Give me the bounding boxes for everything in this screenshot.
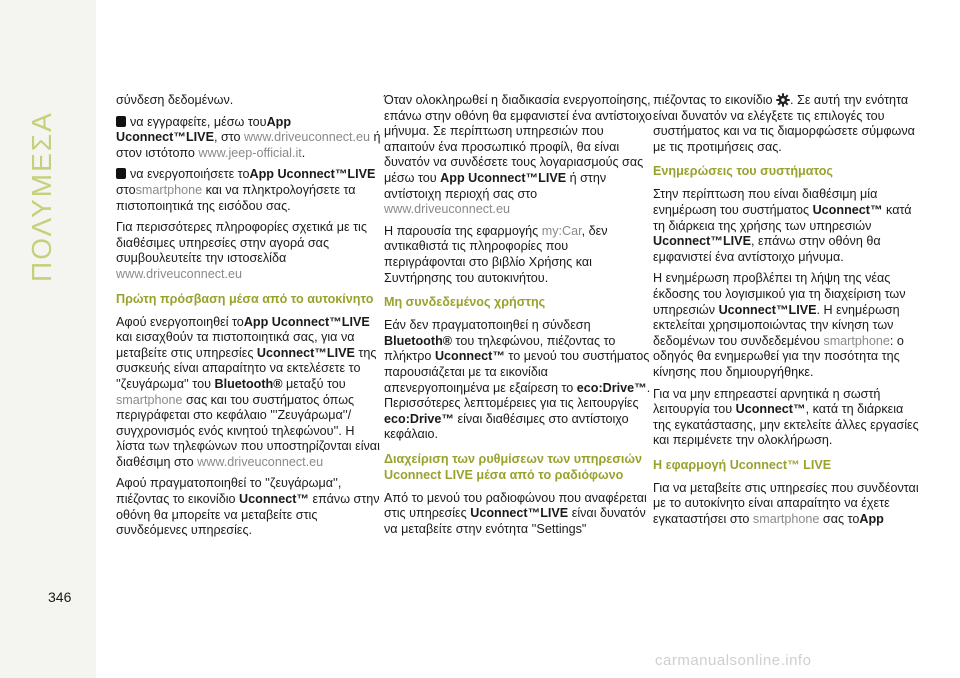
url-link[interactable]: www.driveuconnect.eu <box>384 202 511 217</box>
url-link[interactable]: www.jeep-official.it <box>198 145 302 160</box>
heading-settings: Διαχείριση των ρυθμίσεων των υπηρεσιών Uconnect LIVE μέσα από το ραδιόφωνο <box>384 451 642 482</box>
paragraph: Εάν δεν πραγματοποιηθεί η σύνδεση Bluetooth® του τηλεφώνου, πιέζοντας το πλήκτρο Uconnect™ το μενού του συστήματος παρουσιάζεται με τα εικονίδια απενεργοποιημένα με εξαίρεση το eco:Drive™. Περισσότερες λεπτομέρειες για τις λειτουργίες eco:Drive™ είναι διαθέσιμες στο αντίστοιχο κεφάλαιο. <box>384 318 651 442</box>
column-2 <box>384 93 652 544</box>
paragraph: Αφού πραγματοποιηθεί το ''ζευγάρωμα'', πιέζοντας το εικονίδιο Uconnect™ επάνω στην οθόνη θα μπορείτε να μεταβείτε στις συνδεόμενες υπηρεσίες. <box>116 476 380 538</box>
paragraph: Στην περίπτωση που είναι διαθέσιμη μία ενημέρωση του συστήματος Uconnect™ κατά τη διάρκεια της χρήσης των υπηρεσιών Uconnect™LIVE, επάνω στην οθόνη θα εμφανιστεί ένα αντίστοιχο μήνυμα. <box>653 187 912 264</box>
bullet-icon <box>116 116 126 127</box>
paragraph: Όταν ολοκληρωθεί η διαδικασία ενεργοποίησης, επάνω στην οθόνη θα εμφανιστεί ένα αντίστοιχο μήνυμα. Σε περίπτωση υπηρεσιών που απαιτούν ένα προσωπικό προφίλ, θα είναι δυνατόν να συνδέσετε τους λογαριασμούς σας μέσω του App Uconnect™LIVE ή στην αντίστοιχη περιοχή σας στο www.driveuconnect.eu <box>384 93 652 217</box>
bullet-icon <box>116 168 126 179</box>
section-title: ΠΟΛΥΜΕΣΑ <box>26 111 57 282</box>
paragraph: Για περισσότερες πληροφορίες σχετικά με τις διαθέσιμες υπηρεσίες στην αγορά σας συμβουλευτείτε την ιστοσελίδα www.driveuconnect.eu <box>116 220 367 281</box>
page-number: 346 <box>48 589 72 605</box>
url-link[interactable]: www.driveuconnect.eu <box>197 454 324 469</box>
heading-app: Η εφαρμογή Uconnect™ LIVE <box>653 457 832 472</box>
watermark: carmanualsonline.info <box>655 652 812 669</box>
paragraph: Από το μενού του ραδιοφώνου που αναφέρεται στις υπηρεσίες Uconnect™LIVE είναι δυνατόν να μεταβείτε στην ενότητα ''Settings" <box>384 490 647 537</box>
url-link[interactable]: www.driveuconnect.eu <box>116 266 243 281</box>
paragraph: Η ενημέρωση προβλέπει τη λήψη της νέας έκδοσης του λογισμικού για τη διαχείριση των υπηρεσιών Uconnect™LIVE. Η ενημέρωση εκτελείται χρησιμοποιώντας την κίνηση των δεδομένων του συνδεδεμένου smartphone: ο οδηγός θα ενημερωθεί για την ποσότητα της κίνησης που δημιουργήθηκε. <box>653 271 906 379</box>
heading-first-access: Πρώτη πρόσβαση μέσα από το αυτοκίνητο <box>116 291 374 306</box>
bullet-activate: να ενεργοποιήσετε τοApp Uconnect™LIVE στοsmartphone και να πληκτρολογήσετε τα πιστοποιητικά της εισόδου σας. <box>116 167 376 213</box>
column-3 <box>653 93 921 534</box>
url-link[interactable]: www.driveuconnect.eu <box>244 130 371 145</box>
paragraph: Για να μην επηρεαστεί αρνητικά η σωστή λειτουργία του Uconnect™, κατά τη διάρκεια της εγκατάστασης, μην εκτελείτε άλλες εργασίες και περιμένετε την ολοκλήρωση. <box>653 386 919 448</box>
heading-updates: Ενημερώσεις του συστήματος <box>653 164 833 179</box>
paragraph: Αφού ενεργοποιηθεί τοApp Uconnect™LIVE και εισαχθούν τα πιστοποιητικά σας, για να μεταβείτε στις υπηρεσίες Uconnect™LIVE της συσκευής είναι απαραίτητο να εκτελέσετε το ''ζευγάρωμα'' του Bluetooth® μεταξύ του smartphone σας και του συστήματος όπως περιγράφεται στο κεφάλαιο '''Ζευγάρωμα''/συγχρονισμός ενός κινητού τηλεφώνου''. Η λίστα των τηλεφώνων που υποστηρίζονται είναι διαθέσιμη στο www.driveuconnect.eu <box>116 314 380 469</box>
paragraph: σύνδεση δεδομένων. <box>116 93 234 107</box>
paragraph: Η παρουσία της εφαρμογής my:Car, δεν αντικαθιστά τις πληροφορίες που περιγράφονται στο βιβλίο Χρήσης και Συντήρησης του αυτοκινήτου. <box>384 223 608 285</box>
gear-icon <box>776 93 790 107</box>
column-1 <box>116 93 384 545</box>
paragraph: Για να μεταβείτε στις υπηρεσίες που συνδέονται με το αυτοκίνητο είναι απαραίτητο να έχετε εγκαταστήσει στο smartphone σας τοApp <box>653 480 919 527</box>
heading-offline-user: Μη συνδεδεμένος χρήστης <box>384 295 546 310</box>
paragraph: πιέζοντας το εικονίδιο . Σε αυτή την ενότητα είναι δυνατόν να ελέγξετε τις επιλογές του συστήματος και να τις διαμορφώσετε σύμφωνα με τις προτιμήσεις σας. <box>653 93 915 154</box>
bullet-register: να εγγραφείτε, μέσω τουApp Uconnect™LIVE, στο www.driveuconnect.eu ή στον ιστότοπο www.jeep-official.it. <box>116 114 381 160</box>
sidebar-band <box>0 0 96 678</box>
